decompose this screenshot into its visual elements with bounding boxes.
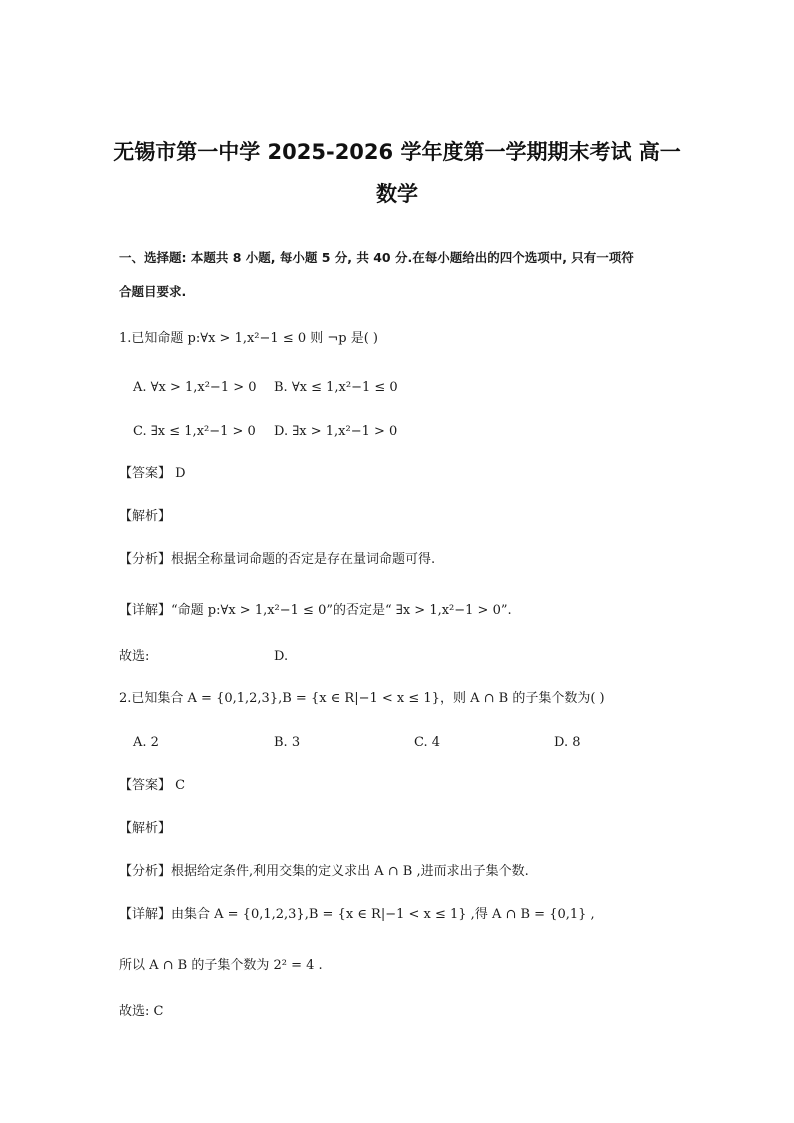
q1-analysis-label: 【解析】 [119, 509, 172, 524]
q2-option-d: D. 8 [554, 735, 581, 750]
q2-option-c: C. 4 [414, 735, 441, 750]
q2-answer: 【答案】 C [119, 778, 186, 793]
q1-option-d: D. ∃x > 1,x²−1 > 0 [274, 424, 398, 439]
q1-guxuan-value: D. [274, 649, 289, 664]
q1-stem: 1.已知命题 p:∀x > 1,x²−1 ≤ 0 则 ¬p 是( ) [119, 331, 378, 346]
q1-fenxi: 【分析】根据全称量词命题的否定是存在量词命题可得. [119, 552, 436, 567]
q2-xiangjie: 【详解】由集合 A = {0,1,2,3},B = {x ∈ R|−1 < x ≤ 1} ,得 A ∩ B = {0,1} , [119, 907, 595, 922]
q1-option-c: C. ∃x ≤ 1,x²−1 > 0 [133, 424, 256, 439]
q1-option-b: B. ∀x ≤ 1,x²−1 ≤ 0 [274, 380, 398, 395]
exam-subject: 数学 [376, 182, 418, 206]
q1-answer: 【答案】 D [119, 466, 186, 481]
q1-xiangjie: 【详解】“命题 p:∀x > 1,x²−1 ≤ 0”的否定是“ ∃x > 1,x²−1 > 0”. [119, 603, 512, 618]
q2-guxuan: 故选: C [119, 1004, 164, 1019]
q2-analysis-label: 【解析】 [119, 821, 172, 836]
exam-title: 无锡市第一中学 2025-2026 学年度第一学期期末考试 高一 [113, 140, 681, 164]
q1-guxuan-label: 故选: [119, 649, 150, 664]
q2-option-a: A. 2 [133, 735, 159, 750]
q2-stem: 2.已知集合 A = {0,1,2,3},B = {x ∈ R|−1 < x ≤ 1}，则 A ∩ B 的子集个数为( ) [119, 691, 605, 706]
section-heading-cont: 合题目要求. [119, 284, 187, 299]
q1-option-a: A. ∀x > 1,x²−1 > 0 [133, 380, 257, 395]
q2-suoyi: 所以 A ∩ B 的子集个数为 2² = 4 . [119, 958, 323, 973]
q2-option-b: B. 3 [274, 735, 301, 750]
q2-fenxi: 【分析】根据给定条件,利用交集的定义求出 A ∩ B ,进而求出子集个数. [119, 864, 529, 879]
section-heading: 一、选择题: 本题共 8 小题, 每小题 5 分, 共 40 分.在每小题给出的四个选项中, 只有一项符 [119, 250, 634, 265]
